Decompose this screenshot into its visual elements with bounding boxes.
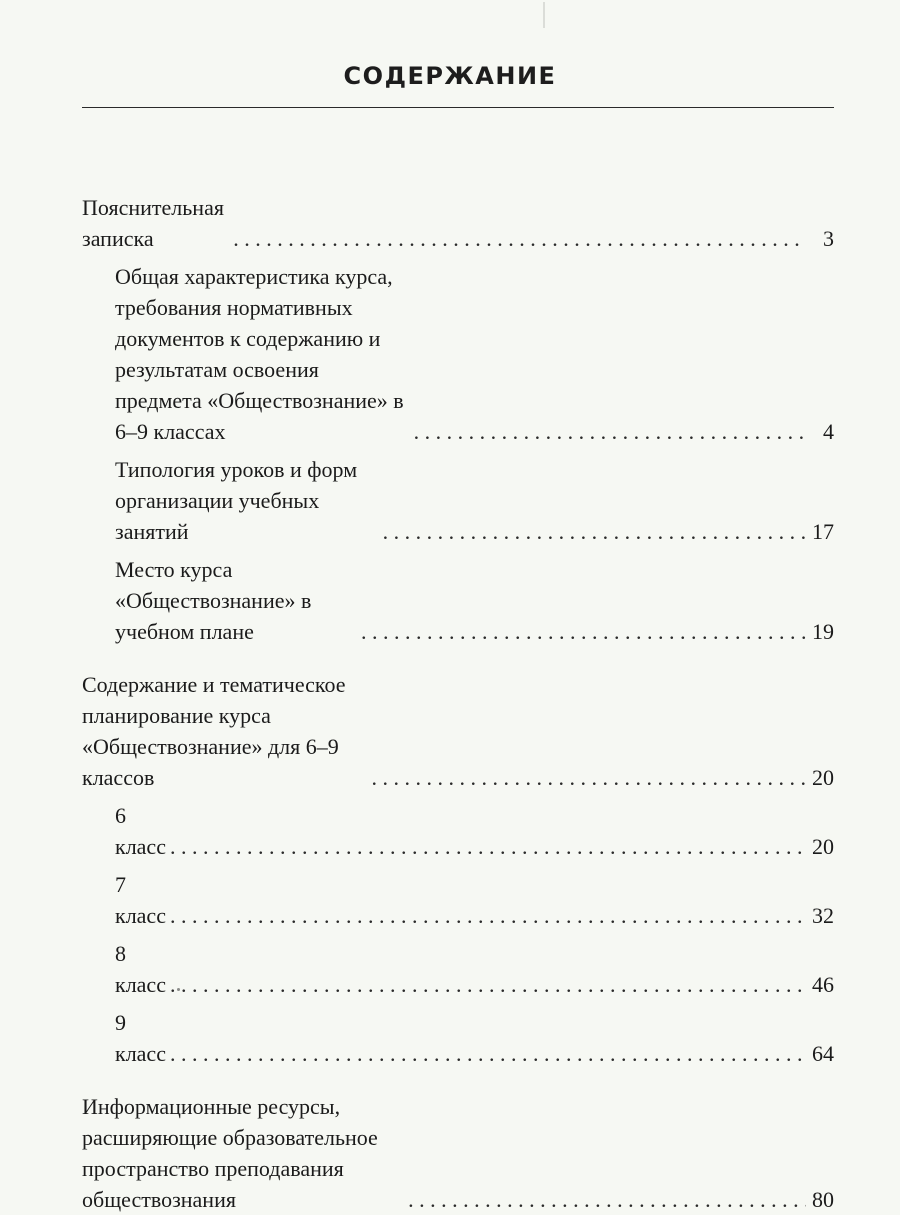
toc-entry-text: Пояснительная записка <box>82 195 224 251</box>
toc-leader-dots <box>233 223 806 254</box>
toc-entry-text: 8 класс <box>115 941 166 997</box>
toc-entry-course-characteristics[interactable] <box>82 261 834 447</box>
toc-leader-dots <box>383 516 806 547</box>
title-rule <box>82 107 834 108</box>
toc-entry-grade-9[interactable] <box>82 1007 834 1069</box>
toc-page-number: 4 <box>823 419 834 444</box>
toc-leader-dots <box>170 1038 806 1069</box>
toc-entry-text: Место курса «Обществознание» в учебном плане <box>115 557 312 644</box>
toc-leader-dots <box>170 969 806 1000</box>
toc-page-number: 19 <box>812 619 834 644</box>
print-speck <box>543 2 545 28</box>
toc-page-number: 3 <box>823 226 834 251</box>
toc-entry-text: 6 класс <box>115 803 166 859</box>
page-title: СОДЕРЖАНИЕ <box>343 62 557 90</box>
toc-page-number: 20 <box>812 765 834 790</box>
toc-entry-course-place[interactable] <box>82 554 834 647</box>
toc-leader-dots <box>361 616 806 647</box>
toc-leader-dots <box>170 900 806 931</box>
toc-entry-text: Типология уроков и форм организации учебных занятий <box>115 457 358 544</box>
toc-page-number: 32 <box>812 903 834 928</box>
toc-page-number: 46 <box>812 972 834 997</box>
toc-entry-lesson-typology[interactable] <box>82 454 834 547</box>
toc-page-number: 20 <box>812 834 834 859</box>
toc-entry-content-planning[interactable] <box>82 669 834 793</box>
table-of-contents <box>82 192 834 1215</box>
toc-entry-text: Информационные ресурсы, расширяющие образовательное пространство преподавания обществознания <box>82 1094 378 1212</box>
toc-entry-grade-8[interactable] <box>82 938 834 1000</box>
toc-entry-grade-7[interactable] <box>82 869 834 931</box>
toc-entry-text: Содержание и тематическое планирование курса «Обществознание» для 6–9 классов <box>82 672 346 790</box>
toc-page-number: 64 <box>812 1041 834 1066</box>
toc-entry-text: 9 класс <box>115 1010 166 1066</box>
toc-entry-grade-6[interactable] <box>82 800 834 862</box>
toc-entry-information-resources[interactable] <box>82 1091 834 1215</box>
toc-leader-dots <box>414 416 806 447</box>
toc-entry-explanatory-note[interactable] <box>82 192 834 254</box>
toc-entry-text: 7 класс <box>115 872 166 928</box>
toc-page-number: 80 <box>812 1187 834 1212</box>
toc-page-number: 17 <box>812 519 834 544</box>
toc-leader-dots <box>170 831 806 862</box>
toc-leader-dots <box>371 762 806 793</box>
print-speck <box>177 988 180 991</box>
toc-entry-text: Общая характеристика курса, требования нормативных документов к содержанию и результатам освоения предмета «Обществознание» в 6–9 классах <box>115 264 404 444</box>
